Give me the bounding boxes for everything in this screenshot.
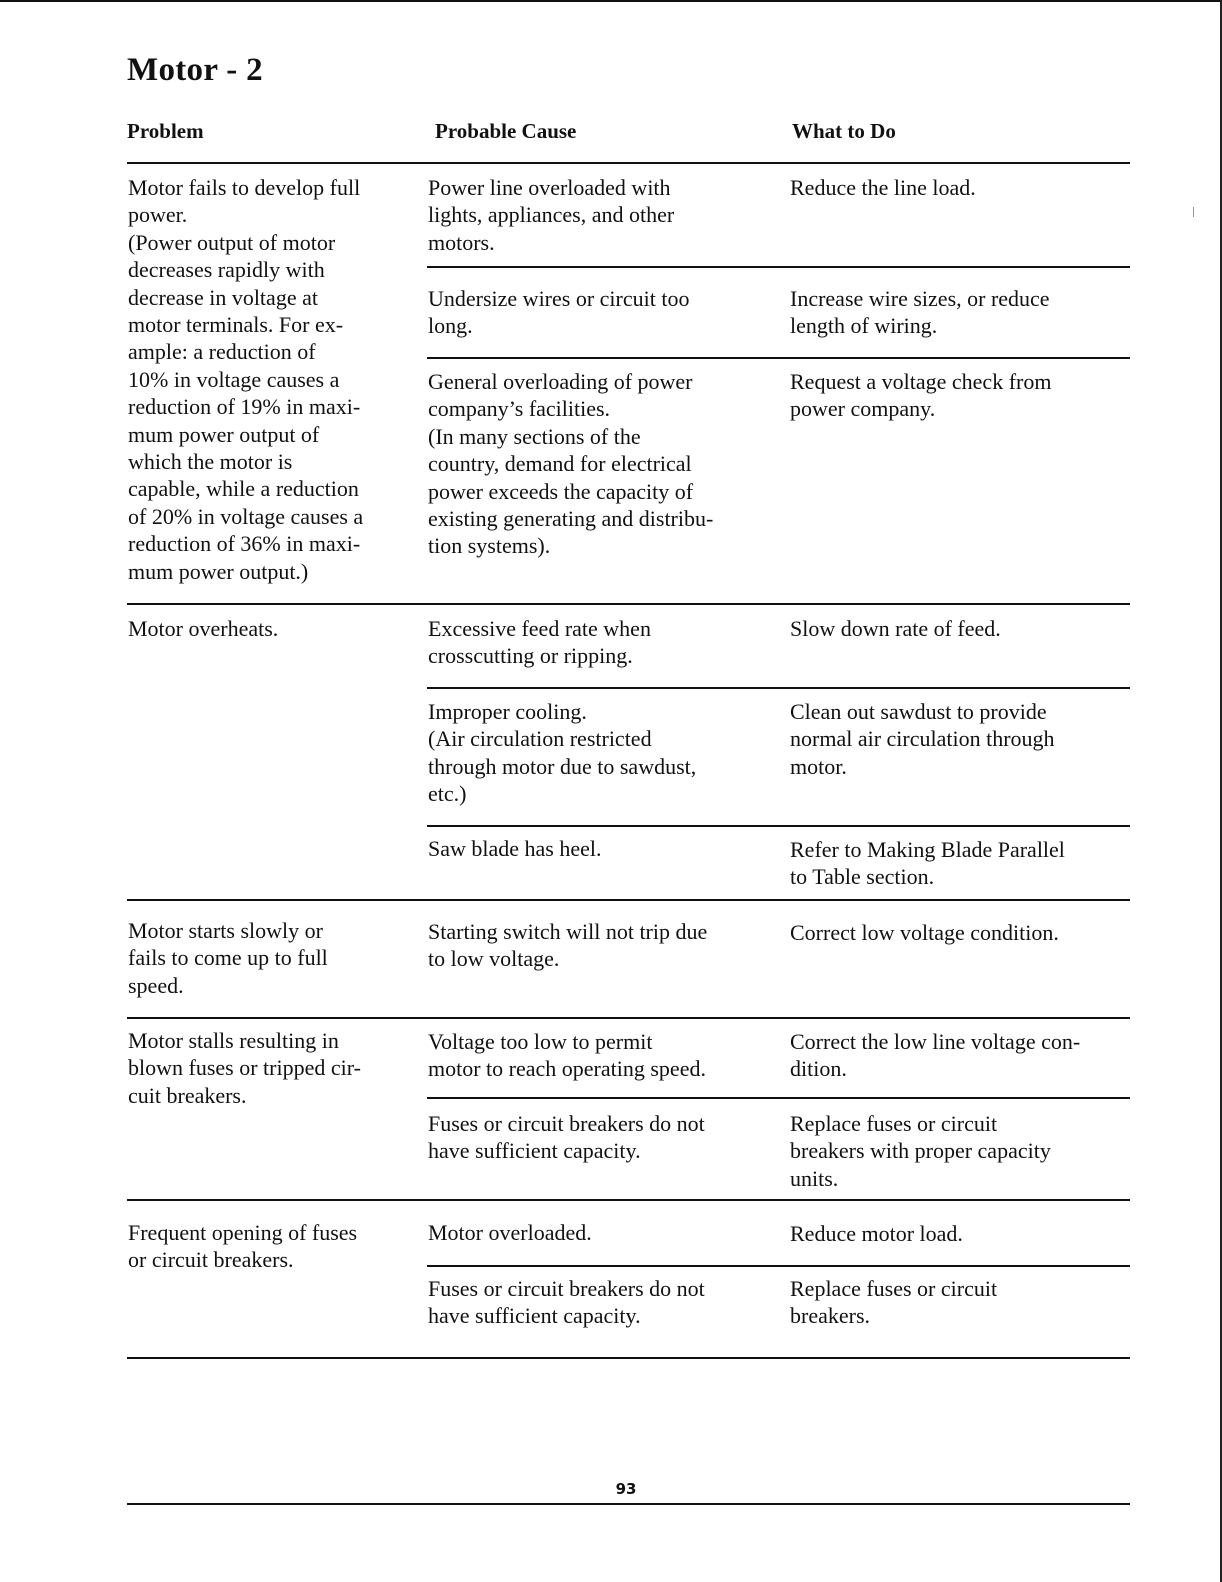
group-divider <box>127 603 1130 605</box>
action-cell: Replace fuses or circuit breakers. <box>790 1276 998 1329</box>
cause-cell: Fuses or circuit breakers do not have sufficient capacity. <box>428 1276 705 1329</box>
cause-cell: Excessive feed rate when crosscutting or ripping. <box>428 616 651 669</box>
scan-mark <box>1193 207 1194 217</box>
action-cell: Correct low voltage condition. <box>790 920 1059 945</box>
cause-cell: Voltage too low to permit motor to reach operating speed. <box>428 1029 706 1082</box>
row-divider <box>427 1097 1130 1099</box>
problem-cell: Motor stalls resulting in blown fuses or tripped cir- cuit breakers. <box>128 1028 361 1108</box>
row-divider <box>427 357 1130 359</box>
row-divider <box>427 1265 1130 1267</box>
action-cell: Correct the low line voltage con- dition. <box>790 1029 1081 1082</box>
row-divider <box>427 266 1130 268</box>
action-cell: Request a voltage check from power company. <box>790 369 1052 422</box>
cause-cell: Motor overloaded. <box>428 1220 592 1245</box>
cause-cell: Starting switch will not trip due to low voltage. <box>428 919 708 972</box>
cause-cell: Power line overloaded with lights, appliances, and other motors. <box>428 175 675 255</box>
action-cell: Refer to Making Blade Parallel to Table section. <box>790 837 1065 890</box>
action-cell: Clean out sawdust to provide normal air circulation through motor. <box>790 699 1055 779</box>
problem-cell: Motor starts slowly or fails to come up to full speed. <box>128 918 328 998</box>
column-header-cause: Probable Cause <box>435 119 577 143</box>
group-divider <box>127 1199 1130 1201</box>
cause-cell: General overloading of power company’s facilities. (In many sections of the country, demand for electrical power exceeds the capacity of existing generating and distribu- tion systems). <box>428 369 714 559</box>
row-divider <box>427 687 1130 689</box>
action-cell: Slow down rate of feed. <box>790 616 1001 641</box>
page-border-top <box>0 0 1222 2</box>
action-cell: Reduce motor load. <box>790 1221 963 1246</box>
cause-cell: Fuses or circuit breakers do not have sufficient capacity. <box>428 1111 705 1164</box>
cause-cell: Improper cooling. (Air circulation restricted through motor due to sawdust, etc.) <box>428 699 697 807</box>
cause-cell: Undersize wires or circuit too long. <box>428 286 690 339</box>
group-divider <box>127 899 1130 901</box>
column-header-action: What to Do <box>792 119 896 143</box>
row-divider <box>427 825 1130 827</box>
action-cell: Increase wire sizes, or reduce length of wiring. <box>790 286 1050 339</box>
action-cell: Reduce the line load. <box>790 175 976 200</box>
header-rule <box>127 162 1130 164</box>
action-cell: Replace fuses or circuit breakers with proper capacity units. <box>790 1111 1051 1191</box>
page-title: Motor - 2 <box>127 52 263 88</box>
group-divider <box>127 1017 1130 1019</box>
footer-rule <box>127 1503 1130 1505</box>
page-number: 93 <box>615 1480 637 1498</box>
column-header-problem: Problem <box>127 119 204 143</box>
problem-cell: Frequent opening of fuses or circuit breakers. <box>128 1220 358 1273</box>
cause-cell: Saw blade has heel. <box>428 836 602 861</box>
problem-cell: Motor overheats. <box>128 616 279 641</box>
table-bottom-rule <box>127 1357 1130 1359</box>
problem-cell: Motor fails to develop full power. (Power output of motor decreases rapidly with decrease in voltage at motor terminals. For ex- ample: a reduction of 10% in voltage causes a reduction of 19% in maxi- mum power output of which the motor is capable, while a reduction of 20% in voltage causes a reduction of 36% in maxi- mum power output.) <box>128 175 364 584</box>
